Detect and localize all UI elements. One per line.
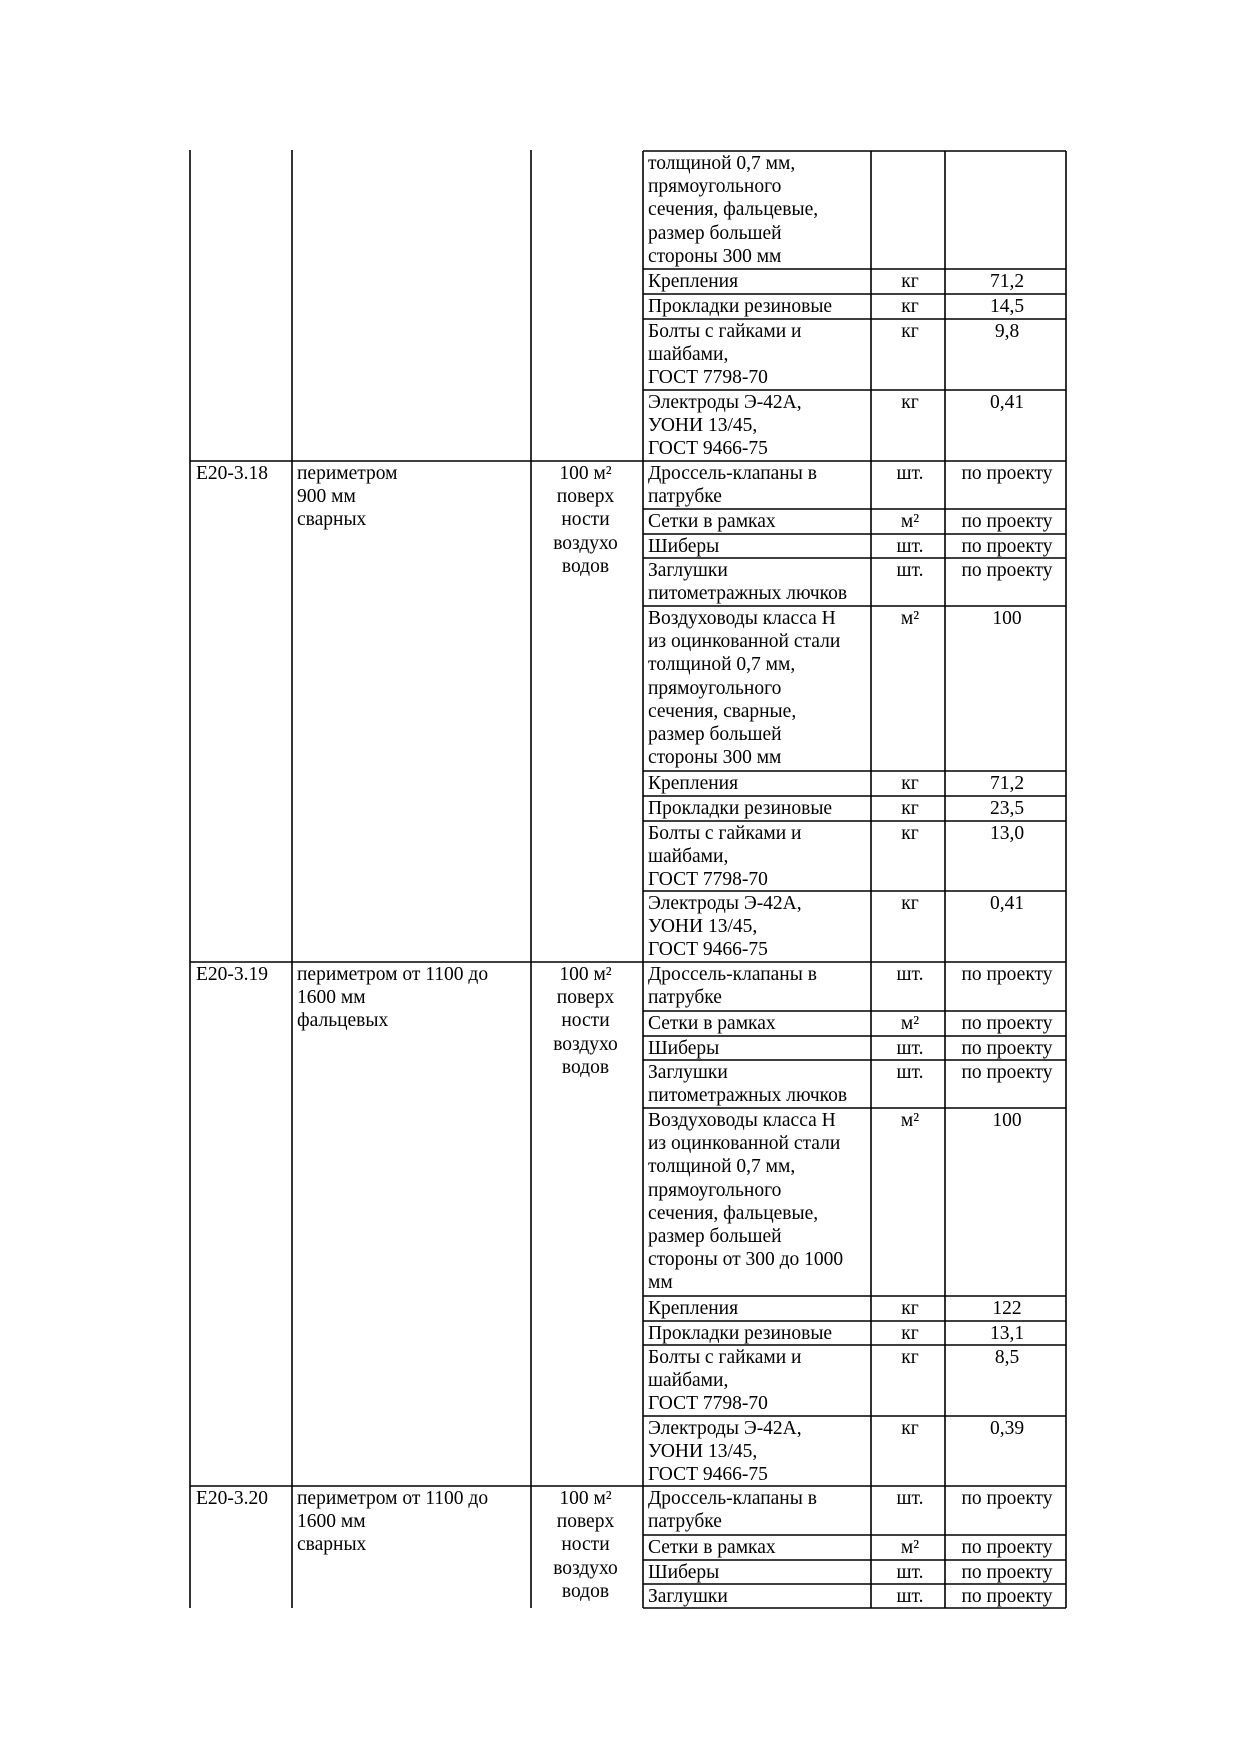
material-unit: шт. [896, 1488, 924, 1509]
material-qty: 100 [992, 608, 1022, 629]
material-unit: кг [901, 392, 919, 413]
material-name: Сетки в рамках [648, 1013, 776, 1034]
material-unit: м² [900, 1110, 920, 1131]
material-name: Крепления [648, 271, 739, 292]
material-unit: м² [900, 511, 920, 532]
material-qty: по проекту [961, 1062, 1053, 1083]
material-qty: по проекту [961, 1038, 1053, 1059]
material-qty: по проекту [961, 1586, 1053, 1607]
material-name: Электроды Э-42А, УОНИ 13/45, ГОСТ 9466-75 [648, 1418, 802, 1486]
material-unit: м² [900, 1013, 920, 1034]
measure-unit: 100 м² поверх ности воздухо водов [553, 463, 618, 577]
material-name: Заглушки [648, 1586, 728, 1607]
material-qty: 13,1 [989, 1323, 1025, 1344]
material-unit: кг [901, 798, 919, 819]
material-name: Прокладки резиновые [648, 798, 833, 819]
material-name: Дроссель-клапаны в патрубке [648, 1488, 817, 1533]
material-name: Сетки в рамках [648, 511, 776, 532]
material-qty: 8,5 [994, 1347, 1020, 1368]
material-name: Электроды Э-42А, УОНИ 13/45, ГОСТ 9466-75 [648, 893, 802, 961]
material-qty: по проекту [961, 463, 1053, 484]
measure-unit: 100 м² поверх ности воздухо водов [553, 1488, 618, 1602]
material-name: Прокладки резиновые [648, 1323, 833, 1344]
item-code: Е20-3.18 [196, 463, 269, 484]
material-qty: по проекту [961, 964, 1053, 985]
material-unit: шт. [896, 1038, 924, 1059]
material-name: Болты с гайками и шайбами, ГОСТ 7798-70 [648, 321, 802, 389]
material-name: Крепления [648, 773, 739, 794]
item-code: Е20-3.19 [196, 964, 269, 985]
measure-unit: 100 м² поверх ности воздухо водов [553, 964, 618, 1078]
material-name: Сетки в рамках [648, 1537, 776, 1558]
material-qty: 13,0 [989, 823, 1025, 844]
material-qty: 100 [992, 1110, 1022, 1131]
material-unit: кг [901, 1298, 919, 1319]
material-name: Заглушки питометражных лючков [648, 560, 848, 605]
material-unit: шт. [896, 964, 924, 985]
material-unit: шт. [896, 1562, 924, 1583]
material-name: Крепления [648, 1298, 739, 1319]
material-name: Заглушки питометражных лючков [648, 1062, 848, 1107]
material-name: Дроссель-клапаны в патрубке [648, 463, 817, 508]
material-unit: шт. [896, 1062, 924, 1083]
material-name: толщиной 0,7 мм, прямоугольного сечения, фальцевые, размер большей стороны 300 мм [648, 153, 819, 267]
material-qty: по проекту [961, 511, 1053, 532]
material-name: Дроссель-клапаны в патрубке [648, 964, 817, 1009]
material-unit: кг [901, 1323, 919, 1344]
material-unit: кг [901, 823, 919, 844]
material-name: Болты с гайками и шайбами, ГОСТ 7798-70 [648, 1347, 802, 1415]
material-name: Электроды Э-42А, УОНИ 13/45, ГОСТ 9466-75 [648, 392, 802, 460]
material-unit: м² [900, 608, 920, 629]
material-qty: 122 [992, 1298, 1022, 1319]
material-qty: 0,39 [989, 1418, 1025, 1439]
material-qty: 71,2 [989, 773, 1025, 794]
material-qty: по проекту [961, 1562, 1053, 1583]
material-unit: кг [901, 271, 919, 292]
material-unit: шт. [896, 560, 924, 581]
material-qty: по проекту [961, 536, 1053, 557]
material-unit: кг [901, 1418, 919, 1439]
material-name: Воздуховоды класса Н из оцинкованной стали толщиной 0,7 мм, прямоугольного сечения, фальцевые, размер большей стороны от 300 до 1000 мм [648, 1110, 844, 1294]
item-description: периметром 900 мм сварных [297, 463, 398, 531]
material-unit: шт. [896, 536, 924, 557]
material-name: Шиберы [648, 536, 720, 557]
material-qty: по проекту [961, 1013, 1053, 1034]
material-qty: 23,5 [989, 798, 1025, 819]
material-unit: м² [900, 1537, 920, 1558]
material-qty: 14,5 [989, 296, 1025, 317]
material-qty: 0,41 [989, 893, 1025, 914]
material-name: Шиберы [648, 1562, 720, 1583]
material-unit: кг [901, 893, 919, 914]
material-unit: кг [901, 1347, 919, 1368]
material-qty: 9,8 [994, 321, 1020, 342]
material-qty: 0,41 [989, 392, 1025, 413]
material-unit: кг [901, 773, 919, 794]
material-unit: кг [901, 296, 919, 317]
material-unit: кг [901, 321, 919, 342]
material-unit: шт. [896, 463, 924, 484]
material-name: Прокладки резиновые [648, 296, 833, 317]
item-code: Е20-3.20 [196, 1488, 269, 1509]
material-name: Шиберы [648, 1038, 720, 1059]
item-description: периметром от 1100 до 1600 мм сварных [297, 1488, 489, 1556]
material-unit: шт. [896, 1586, 924, 1607]
material-name: Болты с гайками и шайбами, ГОСТ 7798-70 [648, 823, 802, 891]
material-qty: по проекту [961, 1537, 1053, 1558]
material-qty: 71,2 [989, 271, 1025, 292]
item-description: периметром от 1100 до 1600 мм фальцевых [297, 964, 489, 1032]
material-qty: по проекту [961, 560, 1053, 581]
material-qty: по проекту [961, 1488, 1053, 1509]
material-name: Воздуховоды класса Н из оцинкованной стали толщиной 0,7 мм, прямоугольного сечения, сварные, размер большей стороны 300 мм [648, 608, 841, 769]
